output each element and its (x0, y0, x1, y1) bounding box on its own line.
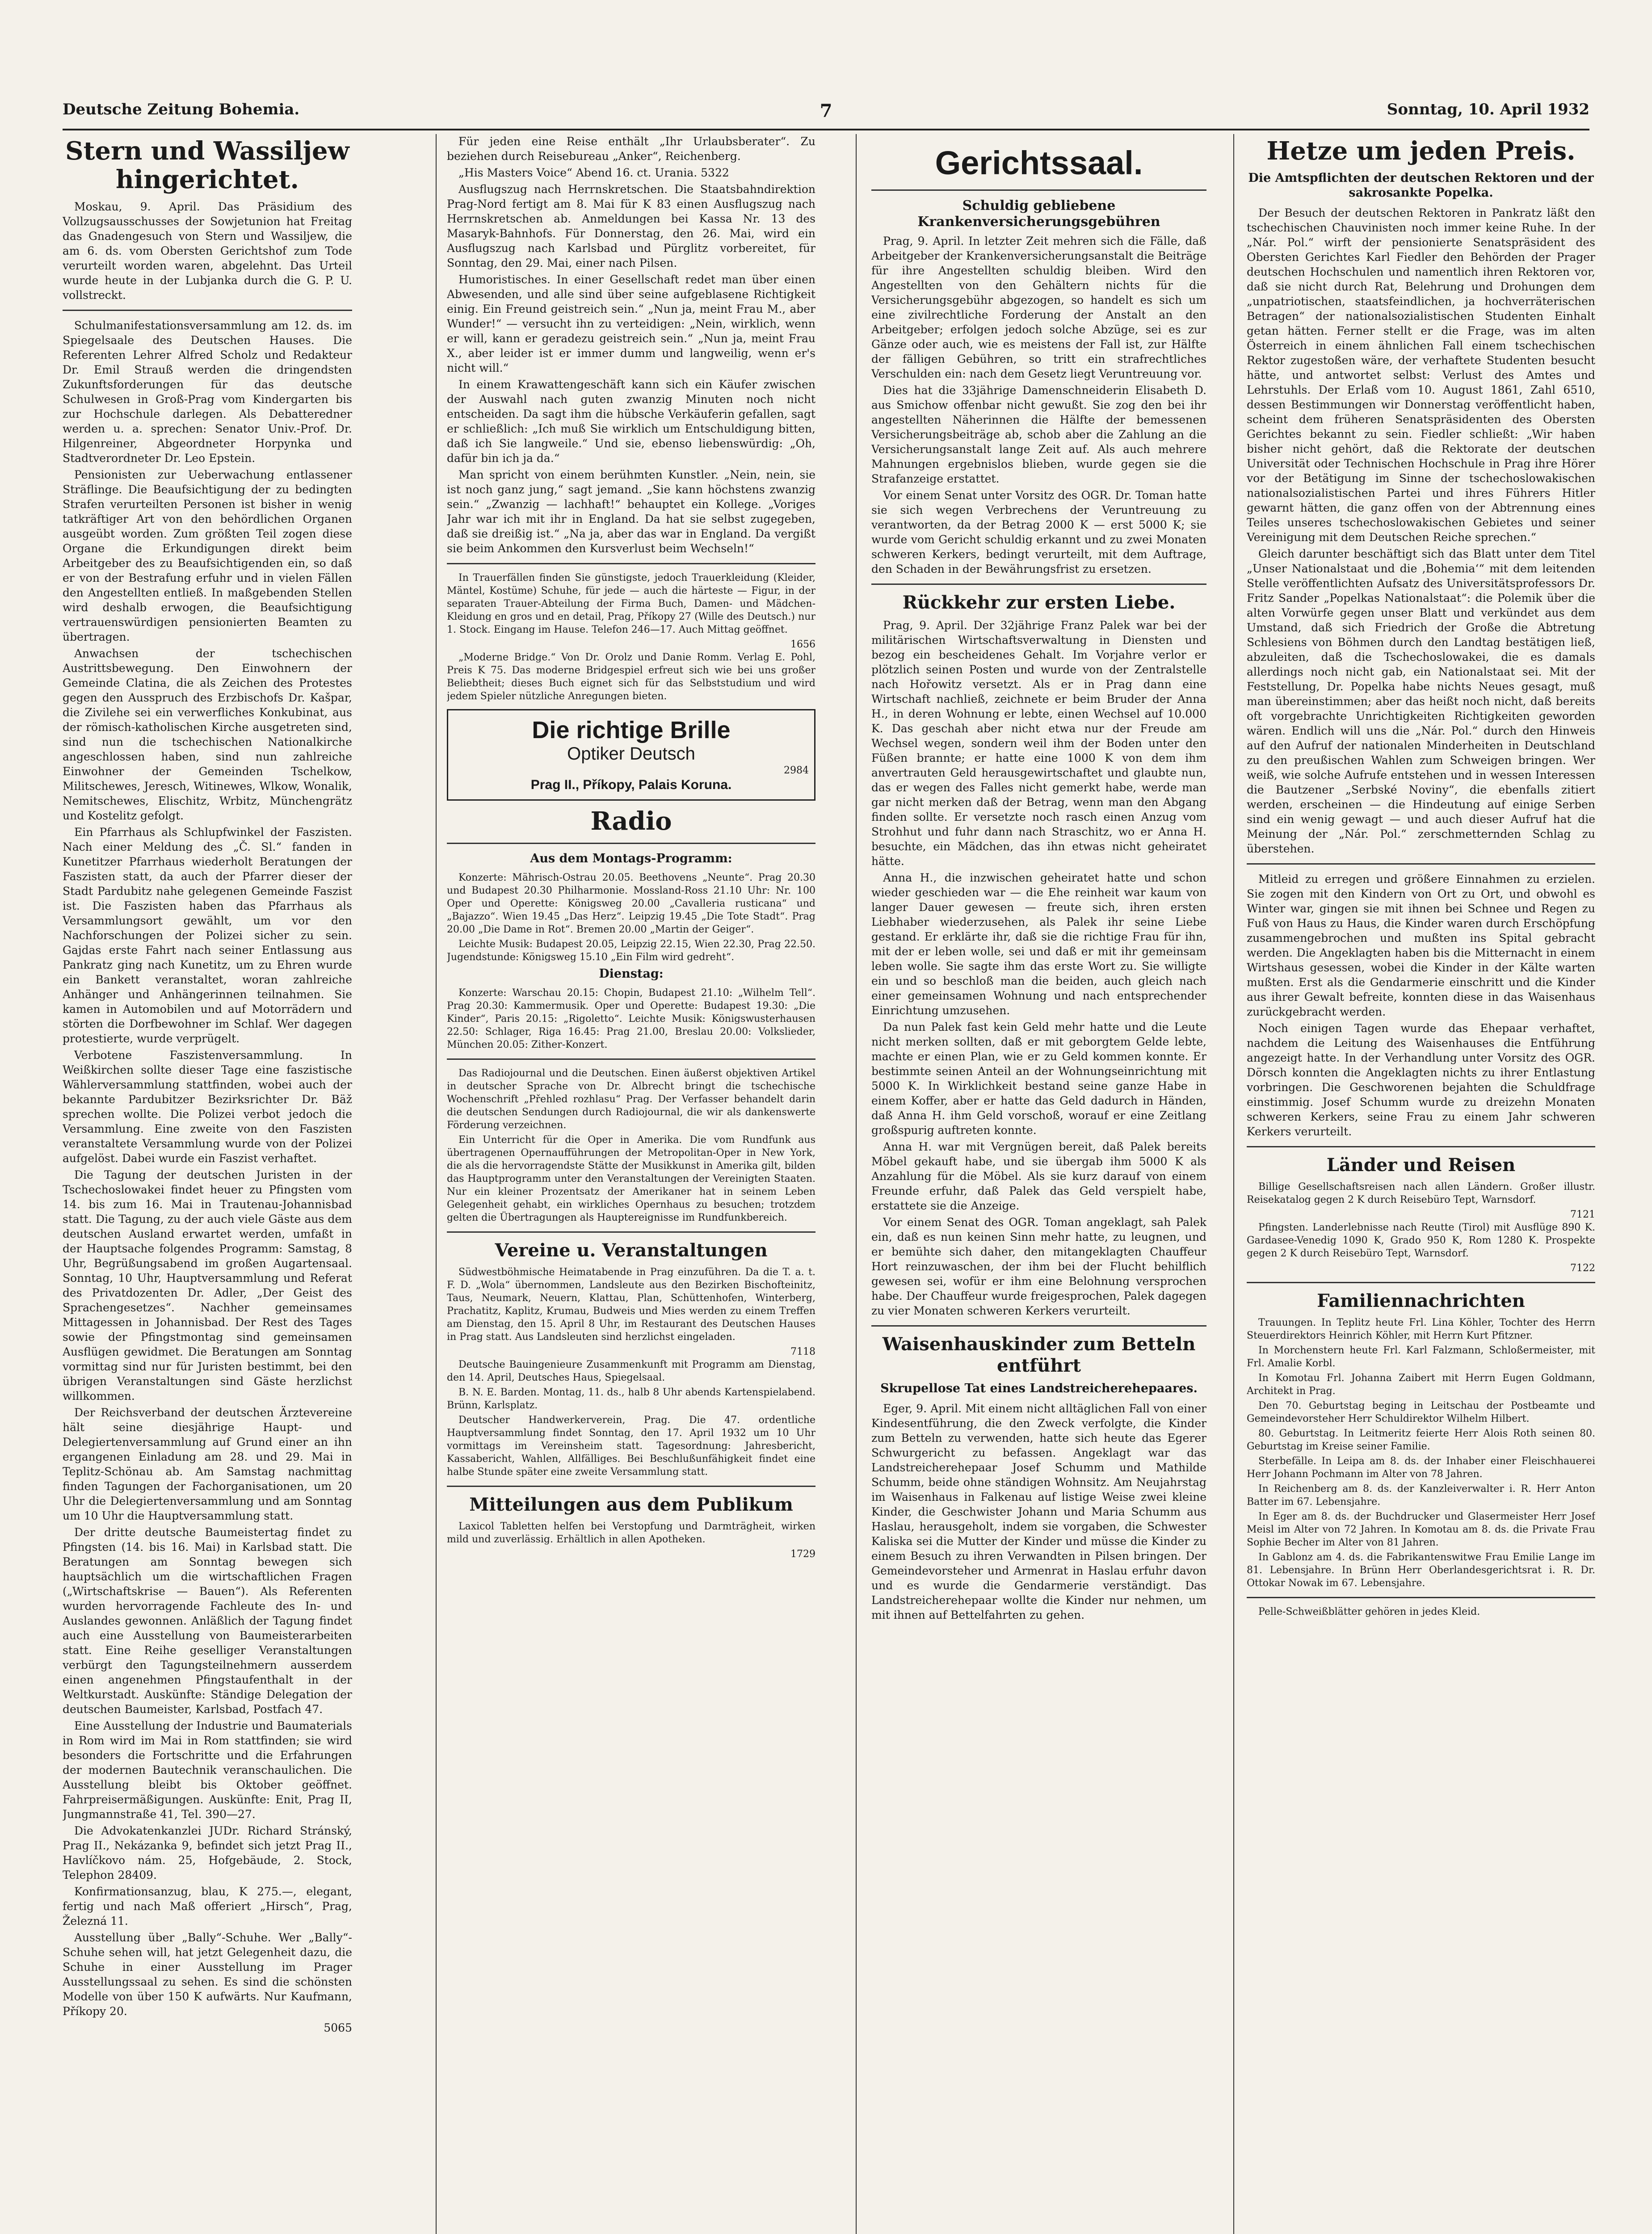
article-paragraph: Anna H. war mit Vergnügen bereit, daß Palek bereits Möbel gekauft habe, und sie übergab ihm 5000 K als Anzahlung für die Möbel. Als sie kurz darauf von einem Freunde erfuhr, daß Palek das Geld verspielt habe, erstattete sie die Anzeige. (871, 1140, 1206, 1212)
article-paragraph: Deutscher Handwerkerverein, Prag. Die 47. ordentliche Hauptversammlung findet Sonntag, den 17. April 1932 um 10 Uhr vormittags im Vereinsheim statt. Tagesordnung: Jahresbericht, Kassabericht, Wahlen, Allfälliges. Bei Beschlußunfähigkeit findet eine halbe Stunde später eine zweite Versammlung statt. (447, 1415, 815, 1478)
header-rule (63, 129, 1589, 130)
divider (447, 563, 815, 564)
article-paragraph: Der dritte deutsche Baumeistertag findet zu Pfingsten (14. bis 16. Mai) in Karlsbad statt. Die Beratungen am Sonntag bewegen sich hauptsächlich um die wirtschaftlichen Fragen („Wirtschaftskrise — Bauen“). Als Referenten wurden hervorragende Fachleute des In- und Auslandes gewonnen. Anläßlich der Tagung findet auch eine Ausstellung von Baumeisterarbeiten statt. Eine Reihe geselliger Veranstaltungen verbürgt den Tagungsteilnehmern ausserdem einen angenehmen Pfingstaufenthalt in der Weltkurstadt. Auskünfte: Ständige Delegation der deutschen Baumeister, Karlsbad, Postfach 47. (63, 1526, 352, 1716)
divider (1247, 1146, 1595, 1147)
divider (871, 584, 1206, 585)
article-paragraph: Trauungen. In Teplitz heute Frl. Lina Köhler, Tochter des Herrn Steuerdirektors Heinrich Köhler, mit Herrn Kurt Pfitzner. (1247, 1317, 1595, 1341)
article-paragraph: Anwachsen der tschechischen Austrittsbewegung. Den Einwohnern der Gemeinde Clatina, die als Zeichen des Protestes gegen den Ausspruch des Erzbischofs Dr. Kašpar, die Zivilehe sei ein verwerfliches Konkubinat, aus der römisch-katholischen Kirche ausgetreten sind, sind nun die tschechischen Nationalkirche angeschlossen haben, sind nun zahlreiche Einwohner der Gemeinden Tschelkow, Militschewes, Jeresch, Witinewes, Wlkow, Wonalik, Nemitschewes, Elischitz, Wrbitz, Münchengrätz und Kostelitz gefolgt. (63, 647, 352, 822)
article-paragraph: In Reichenberg am 8. ds. der Kanzleiverwalter i. R. Herr Anton Batter im 67. Lebensjahre. (1247, 1483, 1595, 1508)
column-1 (63, 134, 352, 2234)
article-paragraph: Schulmanifestationsversammlung am 12. ds. im Spiegelsaale des Deutschen Hauses. Die Referenten Lehrer Alfred Scholz und Redakteur Dr. Emil Strauß werden die dringendsten Zukunftsforderungen für das deutsche Schulwesen in Groß-Prag vom Kindergarten bis zur Hochschule darlegen. Als Debatteredner werden u. a. sprechen: Senator Univ.-Prof. Dr. Hilgenreiner, Abgeordneter Horpynka und Stadtverordneter Dr. Leo Epstein. (63, 319, 352, 465)
article-paragraph: Dies hat die 33jährige Damenschneiderin Elisabeth D. aus Smichow offenbar nicht gewußt. Sie zog den bei ihr angestellten Näherinnen die Hälfte der bemessenen Versicherungsbeiträge ab, schob aber die Zahlung an die Versicherungsanstalt lange Zeit auf. Als auch mehrere Mahnungen ergebnislos blieben, wurde gegen sie die Strafanzeige erstattet. (871, 384, 1206, 485)
column-4 (1247, 134, 1595, 2234)
radio-subtitle: Aus dem Montags-Programm: (530, 852, 732, 865)
article-paragraph: 80. Geburtstag. In Leitmeritz feierte Herr Alois Roth seinen 80. Geburtstag im Kreise seiner Familie. (1247, 1428, 1595, 1452)
article-subtitle: Skrupellose Tat eines Landstreicherehepaares. (880, 1382, 1198, 1395)
column-divider (1233, 134, 1234, 2234)
article-paragraph: Pfingsten. Landerlebnisse nach Reutte (Tirol) mit Ausflüge 890 K. Gardasee-Venedig 1090 K, Grado 950 K, Rom 1280 K. Prospekte gegen 2 K durch Reisebüro Tept, Warnsdorf. (1247, 1222, 1595, 1259)
column-divider (856, 134, 857, 2234)
ad-number: 7121 (1570, 1209, 1595, 1220)
section-title-laender: Länder und Reisen (1326, 1155, 1516, 1176)
article-paragraph: Eger, 9. April. Mit einem nicht alltäglichen Fall von einer Kindesentführung, die den Zweck verfolgte, die Kinder zum Betteln zu verwenden, hatte sich heute das Egerer Schwurgericht zu befassen. Angeklagt war das Landstreicherehepaar Josef Schumm und Mathilde Schumm, beide ohne ständigen Wohnsitz. Am Neujahrstag im Waisenhaus in Falkenau auf listige Weise zwei kleine Kinder, die Geschwister Johann und Maria Schumm aus Haslau, herausgeholt, indem sie vorgaben, die Schwester Kaliska sei die Mutter der Kinder und müsse die Kinder zu einem Besuch zu ihren Verwandten in Pilsen bringen. Der Gemeindevorsteher und Armenrat in Haslau erfuhr davon und es wurde die Gendarmerie verständigt. Das Landstreicherehepaar wollte die Kinder nur nehmen, um mit ihnen auf Bettelfahrten zu gehen. (871, 1402, 1206, 1621)
divider (1247, 1282, 1595, 1283)
article-paragraph: Für jeden eine Reise enthält „Ihr Urlaubsberater“. Zu beziehen durch Reisebureau „Anker“, Reichenberg. (447, 135, 815, 163)
headline-hetze: Hetze um jeden Preis. (1266, 136, 1576, 166)
article-paragraph: Ein Unterricht für die Oper in Amerika. Die vom Rundfunk aus übertragenen Opernaufführungen der Metropolitan-Oper in New York, die als die hervorragendste Stätte der Musikkunst in Amerika gilt, bilden das Hauptprogramm unter den Veranstaltungen der Vereinigten Staaten. Nur ein kleiner Prozentsatz der Amerikaner hat in seinem Leben Gelegenheit gehabt, ein wirkliches Opernhaus zu besuchen; trotzdem gelten die Übertragungen als Hauptereignisse im Rundfunkbereich. (447, 1134, 815, 1223)
article-paragraph: Pensionisten zur Ueberwachung entlassener Sträflinge. Die Beaufsichtigung der zu bedingten Strafen verurteilten Personen ist bisher in wenig tatkräftiger Art von den behördlichen Organen ausgeübt worden. Zum größten Teil zogen diese Organe die Erkundigungen direkt beim Arbeitgeber des zu Beaufsichtigenden ein, so daß er von der Bestrafung erfuhr und in vielen Fällen den Angestellten entließ. In maßgebenden Stellen wird deshalb erwogen, die Beaufsichtigung vertrauenswürdigen pensionierten Beamten zu übertragen. (63, 468, 352, 643)
article-paragraph: Deutsche Bauingenieure Zusammenkunft mit Programm am Dienstag, den 14. April, Deutsches Haus, Spiegelsaal. (447, 1359, 815, 1383)
article-paragraph: Prag, 9. April. In letzter Zeit mehren sich die Fälle, daß Arbeitgeber der Krankenversicherungsanstalt die Beiträge für ihre Angestellten schuldig bleiben. Wird den Angestellten von den Gehältern nichts für die Versicherungsgebühr abgezogen, so handelt es sich um eine zivilrechtliche Forderung der Anstalt an den Arbeitgeber; erfolgen jedoch solche Abzüge, sei es zur Gänze oder auch, wie es meistens der Fall ist, zur Hälfte der fälligen Gebühren, so tritt ein strafrechtliches Verschulden ein: nach dem Gesetz liegt Veruntreuung vor. (871, 235, 1206, 380)
article-paragraph: Noch einigen Tagen wurde das Ehepaar verhaftet, nachdem die Leitung des Waisenhauses die Entführung angezeigt hatte. In der Verhandlung unter Vorsitz des OGR. Dörsch konnten die Angeklagten nichts zu ihrer Entlastung vorbringen. Die Geschworenen bejahten die Schuldfrage einstimmig. Josef Schumm wurde zu dreizehn Monaten schweren Kerkers, seine Frau zu einem Jahr schweren Kerkers verurteilt. (1247, 1022, 1595, 1138)
divider (871, 1325, 1206, 1327)
article-paragraph: Prag, 9. April. Der 32jährige Franz Palek war bei der militärischen Wirtschaftsverwaltung in Diensten und bezog ein bescheidenes Gehalt. Im Vorjahre verlor er plötzlich seinen Posten und wurde von der Zentralstelle nach Hořowitz versetzt. Als er in Prag dann eine Wirtschaft nachließ, zeichnete er beim Bruder der Anna H., in deren Wohnung er lebte, einen Wechsel auf 10.000 K. Das geschah aber nicht etwa nur der Freude am Wechsel wegen, sondern weil ihm der Boden unter den Füßen brannte; er hatte eine 1000 K von dem ihm anvertrauten Geld herausgewirtschaftet und glaubte nun, das er wegen des Falles nicht gemerkt habe, werde man gar nicht merken daß der Betrag, wenn man den Abgang finden sollte. Er versetzte noch rasch einen Anzug vom Strohhut und fuhr dann nach Straschitz, wo er Anna H. besuchte, ein Mädchen, das ihn etwas nicht geheiratet hätte. (871, 619, 1206, 868)
divider (871, 189, 1206, 191)
article-paragraph: Südwestböhmische Heimatabende in Prag einzuführen. Da die T. a. t. F. D. „Wola“ übernommen, Landsleute aus den Bezirken Bischofteinitz, Taus, Neumark, Neuern, Klattau, Plan, Schüttenhofen, Winterberg, Prachatitz, Kaplitz, Krumau, Budweis und Mies werden zu einem Treffen am Dienstag, den 15. April 8 Uhr, im Restaurant des Deutschen Hauses in Prag statt. Aus Landsleuten sind herzlichst eingeladen. (447, 1267, 815, 1343)
ad-address: Prag II., Příkopy, Palais Koruna. (530, 777, 732, 792)
headline-rueckkehr: Rückkehr zur ersten Liebe. (902, 592, 1176, 613)
article-paragraph: In Eger am 8. ds. der Buchdrucker und Glasermeister Herr Josef Meisl im Alter von 72 Jahren. In Komotau am 8. ds. die Private Frau Sophie Becher im Alter von 81 Jahren. (1247, 1511, 1595, 1548)
article-paragraph: Man spricht von einem berühmten Kunstler. „Nein, nein, sie ist noch ganz jung,“ sagt jemand. „Sie kann höchstens zwanzig sein.“ „Zwanzig — lachhaft!“ behauptet ein Kollege. „Voriges Jahr war ich mit ihr in England. Da hat sie selbst zugegeben, daß sie dreißig ist.“ „Na ja, aber das war in England. Da vergißt sie beim Ankommen den Kursverlust beim Wechseln!“ (447, 468, 815, 555)
article-paragraph: Anna H., die inzwischen geheiratet hatte und schon wieder geschieden war — die Ehe reinheit war kaum von langer Dauer gewesen — freute sich, ihren ersten Liebhaber wiederzusehen, als Palek ihr seine Liebe gestand. Er erklärte ihr, daß sie die richtige Frau für ihn, mit der er leben wolle, sei und daß er mit ihr gemeinsam leben wolle. Sie sagte ihm das erste Wort zu. Sie willigte ein und so beschloß man die beiden, auch gleich nach einer gemeinsamen Wohnung und nach entsprechender Einrichtung umzusehen. (871, 871, 1206, 1017)
article-paragraph: Konzerte: Warschau 20.15: Chopin, Budapest 21.10: „Wilhelm Tell“. Prag 20.30: Kammermusik. Oper und Operette: Budapest 19.30: „Die Kinder“, Paris 20.15: „Rigoletto“. Leichte Musik: Königswusterhausen 22.50: Schlager, Riga 16.45: Prag 21.00, Breslau 20.00: Volkslieder, München 20.05: Zither-Konzert. (447, 987, 815, 1050)
article-paragraph: In Gablonz am 4. ds. die Fabrikantenswitwe Frau Emilie Lange im 81. Lebensjahre. In Brünn Herr Oberlandesgerichtsrat i. R. Dr. Ottokar Nowak im 67. Lebensjahre. (1247, 1552, 1595, 1589)
optician-ad (447, 709, 815, 801)
article-paragraph: Verbotene Faszistenversammlung. In Weißkirchen sollte dieser Tage eine faszistische Wählerversammlung stattfinden, wobei auch der bekannte Pardubitzer Bezirksrichter Dr. Bäž sprechen wollte. Die Polizei verbot jedoch die Versammlung. Eine zweite von den Faszisten veranstaltete Versammlung wurde von der Polizei aufgelöst. Dabei wurde ein Faszist verhaftet. (63, 1049, 352, 1165)
article-paragraph: Die Tagung der deutschen Juristen in der Tschechoslowakei findet heuer zu Pfingsten vom 14. bis zum 16. Mai in Trautenau-Johannisbad statt. Die Tagung, zu der auch viele Gäste aus dem deutschen Ausland erwartet werden, umfaßt in der Hauptsache folgendes Programm: Samstag, 8 Uhr, Begrüßungsabend im großen Augartensaal. Sonntag, 10 Uhr, Hauptversammlung und Referat des Privatdozenten Dr. Adler, „Der Geist des Sprachengesetzes“. Nachher gemeinsames Mittagessen in Johannisbad. Der Rest des Tages sowie der Pfingstmontag sind gemeinsamen Ausflügen gewidmet. Die Beratungen am Sonntag vormittag sind nur für Juristen bestimmt, bei den übrigen Veranstaltungen sind Gäste herzlichst willkommen. (63, 1168, 352, 1403)
article-paragraph: Leichte Musik: Budapest 20.05, Leipzig 22.15, Wien 22.30, Prag 22.50. Jugendstunde: Königsweg 15.10 „Ein Film wird gedreht“. (447, 939, 815, 963)
article-paragraph: Den 70. Geburtstag beging in Leitschau der Postbeamte und Gemeindevorsteher Herr Schuldirektor Wilhelm Hilbert. (1247, 1400, 1595, 1424)
article-paragraph: B. N. E. Barden. Montag, 11. ds., halb 8 Uhr abends Kartenspielabend. Brünn, Karlsplatz. (447, 1387, 815, 1411)
article-paragraph: Die Advokatenkanzlei JUDr. Richard Stránský, Prag II., Nekázanka 9, befindet sich jetzt Prag II., Havlíčkovo nám. 25, Hofgebäude, 2. Stock, Telephon 28409. (63, 1824, 352, 1881)
article-paragraph: Da nun Palek fast kein Geld mehr hatte und die Leute nicht merken sollten, daß er mit geborgtem Gelde lebte, machte er einen Plan, wie er zu Geld kommen konnte. Er bestimmte seinen Anteil an der Wohnungseinrichtung mit 5000 K. In Wirklichkeit bestand seine ganze Habe in einem Koffer, aber er hatte das Geld dadurch in Händen, daß Anna H. ihm Geld vorschoß, worauf er eine Zeitlang großspurig auftreten konnte. (871, 1020, 1206, 1137)
article-paragraph: Der Besuch der deutschen Rektoren in Pankratz läßt den tschechischen Chauvinisten noch immer keine Ruhe. In der „Nár. Pol.“ wirft der pensionierte Senatspräsident des Obersten Gerichtes Karl Fiedler den Behörden der Prager deutschen Hochschulen und namentlich ihren Rektoren vor, daß sie nicht durch Rat, Belehrung und Drohungen dem „unpatriotischen, staatsfeindlichen, ja hochverräterischen Betragen“ der nationalsozialistischen Studenten Einhalt getan hätten. Ferner stellt er die Frage, was im alten Österreich in einem ähnlichen Fall einem tschechischen Rektor zugestoßen wäre, der verhaftete Studenten besucht hätte, und antwortet selbst: Verlust des Amtes und Lehrstuhls. Der Erlaß vom 10. August 1861, Zahl 6510, dessen Bestimmungen wir Donnerstag veröffentlicht haben, scheint dem früheren Senatspräsidenten des Obersten Gerichtes bekannt zu sein. Fiedler schließt: „Wir haben bisher nicht gehört, daß die Rektorate der deutschen Universität oder Technischen Hochschule in Prag ihre Hörer vor der Betätigung im Sinne der tschechoslowakischen nationalsozialistischen Partei und ihres Führers Hitler gewarnt hätten, die ganz offen von der Abtrennung eines Teiles unseres tschechoslowakischen Gebietes und seiner Vereinigung mit dem Deutschen Reiche sprechen.“ (1247, 206, 1595, 544)
article-paragraph: Laxicol Tabletten helfen bei Verstopfung und Darmträgheit, wirken mild und zuverlässig. Erhältlich in allen Apotheken. (447, 1521, 815, 1545)
ad-number: 7118 (790, 1346, 815, 1357)
article-paragraph: Moskau, 9. April. Das Präsidium des Vollzugsausschusses der Sowjetunion hat Freitag das Gnadengesuch von Stern und Wassiljew, die am 6. ds. vom Obersten Gerichtshof zum Tode verurteilt worden waren, abgelehnt. Das Urteil wurde heute in der Lubjanka durch die G. P. U. vollstreckt. (63, 200, 352, 302)
headline-stern-wassiljew: Stern und Wassiljew hingerichtet. (65, 136, 349, 194)
divider (447, 1231, 815, 1233)
divider (63, 310, 352, 311)
divider (1247, 863, 1595, 865)
article-paragraph: Der Reichsverband der deutschen Ärztevereine hält seine diesjährige Haupt- und Delegiertenversammlung auf Grund einer an ihn ergangenen Einladung am 28. und 29. Mai in Teplitz-Schönau ab. Am Samstag nachmittag finden Tagungen der Fachorganisationen, um 20 Uhr die Delegiertenversammlung und am Sonntag um 10 Uhr die Hauptversammlung statt. (63, 1406, 352, 1522)
article-paragraph: Eine Ausstellung der Industrie und Baumaterials in Rom wird im Mai in Rom stattfinden; sie wird besonders die Fortschritte und die Erfahrungen der modernen Bautechnik veranschaulichen. Die Ausstellung bleibt bis Oktober geöffnet. Fahrpreisermäßigungen. Auskünfte: Enit, Prag II, Jungmannstraße 41, Tel. 390—27. (63, 1719, 352, 1821)
section-title-mitteilungen: Mitteilungen aus dem Publikum (469, 1494, 793, 1515)
ad-subtitle: Optiker Deutsch (567, 744, 695, 764)
radio-subtitle: Dienstag: (599, 967, 664, 981)
column-3 (871, 134, 1206, 2234)
article-paragraph: Konfirmationsanzug, blau, K 275.—, elegant, fertig und nach Maß offeriert „Hirsch“, Prag, Železná 11. (63, 1885, 352, 1927)
divider (447, 1486, 815, 1487)
section-title-familien: Familiennachrichten (1317, 1290, 1525, 1311)
ad-number: 1729 (790, 1549, 815, 1560)
article-paragraph: Humoristisches. In einer Gesellschaft redet man über einen Abwesenden, und alle sind über seine aufgeblasene Richtigkeit einig. Ein Freund geistreich sein.“ „Nun ja, meint Frau M., aber Wunder!“ — versucht ihn zu verteidigen: „Nein, wirklich, wenn er will, kann er geradezu geistreich sein.“ „Nun ja, meint Frau X., aber leider ist er immer dumm und langweilig, wenn er's nicht will.“ (447, 273, 815, 374)
article-paragraph: Vor einem Senat unter Vorsitz des OGR. Dr. Toman hatte sie sich wegen Verbrechens der Veruntreuung zu verantworten, da der Betrag 2000 K — erst 5000 K; sie wurde vom Gericht schuldig erkannt und zu zwei Monaten schweren Kerkers, bedingt verurteilt, mit dem Auftrage, den Schaden in der Bewährungsfrist zu ersetzen. (871, 489, 1206, 575)
article-paragraph: „Moderne Bridge.“ Von Dr. Orolz und Danie Romm. Verlag E. Pohl, Preis K 75. Das moderne Bridgespiel erfreut sich wie bei uns großer Beliebtheit; dieses Buch eignet sich für das Selbststudium und wird jedem Spieler nützliche Anregungen bieten. (447, 652, 815, 702)
divider (447, 843, 815, 844)
headline-krankenversicherung: Schuldig gebliebene Krankenversicherungsgebühren (917, 198, 1160, 230)
ad-title: Die richtige Brille (532, 717, 731, 743)
column-divider (436, 134, 437, 2234)
article-paragraph: In einem Krawattengeschäft kann sich ein Käufer zwischen der Auswahl nach guten zwanzig Minuten noch nicht entscheiden. Da sagt ihm die hübsche Verkäuferin gefallen, sagt er schließlich: „Ich muß Sie wirklich um Entschuldigung bitten, daß ich Sie langweile.“ Und sie, ebenso liebenswürdig: „Oh, dafür bin ich ja da.“ (447, 378, 815, 465)
section-title-radio: Radio (590, 806, 672, 836)
article-paragraph: In Morchenstern heute Frl. Karl Falzmann, Schloßermeister, mit Frl. Amalie Korbl. (1247, 1345, 1595, 1369)
ad-number: 7122 (1570, 1263, 1595, 1274)
article-paragraph: In Komotau Frl. Johanna Zaibert mit Herrn Eugen Goldmann, Architekt in Prag. (1247, 1373, 1595, 1397)
article-paragraph: Pelle-Schweißblätter gehören in jedes Kleid. (1258, 1606, 1480, 1617)
running-header (63, 101, 1589, 127)
article-paragraph: Vor einem Senat des OGR. Toman angeklagt, sah Palek ein, daß es nun keinen Sinn mehr hatte, zu leugnen, und er bemühte sich daher, den mitangeklagten Chauffeur Hort reinzuwaschen, der ihm bei der Flucht behilflich gewesen sei, wofür er ihm eine Belohnung versprochen habe. Der Chauffeur wurde freigesprochen, Palek dagegen zu vier Monaten schweren Kerkers verurteilt. (871, 1216, 1206, 1317)
article-paragraph: Ein Pfarrhaus als Schlupfwinkel der Faszisten. Nach einer Meldung des „Č. Sl.“ fanden in Kunetitzer Pfarrhaus wiederholt Beratungen der Faszisten statt, da auch der Pfarrer dieser der Stadt Pardubitz nahe gelegenen Gemeinde Faszist ist. Die Faszisten haben das Pfarrhaus als Versammlungsort gewählt, um vor den Nachforschungen der Polizei sicher zu sein. Gajdas erste Fahrt nach seiner Entlassung aus Pankratz ging nach Kunetitz, um zu Ehren wurde ein Bankett veranstaltet, woran zahlreiche Anhänger und Anhängerinnen teilnahmen. Sie kamen in Automobilen und auf Motorrädern und störten die Dorfbewohner im Schlaf. Wer dagegen protestierte, wurde verprügelt. (63, 826, 352, 1045)
article-paragraph: Billige Gesellschaftsreisen nach allen Ländern. Großer illustr. Reisekatalog gegen 2 K durch Reisebüro Tept, Warnsdorf. (1247, 1181, 1595, 1205)
ad-number: 1656 (790, 639, 815, 650)
article-paragraph: Das Radiojournal und die Deutschen. Einen äußerst objektiven Artikel in deutscher Sprache von Dr. Albrecht bringt die tschechische Wochenschrift „Přehled rozhlasu“ Prag. Der Verfasser behandelt darin die deutschen Sendungen durch Radiojournal, die wir als dankenswerte Förderung verzeichnen. (447, 1068, 815, 1131)
section-title-gerichtssaal: Gerichtssaal. (935, 144, 1143, 181)
divider (1247, 1597, 1595, 1598)
article-paragraph: In Trauerfällen finden Sie günstigste, jedoch Trauerkleidung (Kleider, Mäntel, Kostüme) Schuhe, für jede — auch die härteste — Figur, in der separaten Trauer-Abteilung der Firma Buch, Damen- und Mädchen-Kleidung en gros und en detail, Prag, Příkopy 27 (Wille des Deutsch.) nur 1. Stock. Eingang im Hause. Telefon 246—17. Auch Mittag geöffnet. (447, 572, 815, 635)
ad-number: 5065 (324, 2021, 352, 2034)
article-paragraph: Sterbefälle. In Leipa am 8. ds. der Inhaber einer Fleischhauerei Herr Johann Pochmann im Alter von 78 Jahren. (1247, 1456, 1595, 1480)
article-paragraph: Ausflugszug nach Herrnskretschen. Die Staatsbahndirektion Prag-Nord fertigt am 8. Mai für K 83 einen Ausflugszug nach Herrnskretschen ab. Anmeldungen bei Kassa Nr. 13 des Masaryk-Bahnhofs. Für Donnerstag, den 26. Mai, wird ein Ausflugszug nach Karlsbad und Pürglitz vorbereitet, für Sonntag, den 29. Mai, einer nach Pilsen. (447, 183, 815, 269)
article-paragraph: Gleich darunter beschäftigt sich das Blatt unter dem Titel „Unser Nationalstaat und die ‚Bohemia‘“ mit dem leitenden Stelle veröffentlichten Aufsatz des Universitätsprofessors Dr. Fritz Sander „Popelkas Nationalstaat“: die Polemik über die alten Vorwürfe gegen unser Blatt und verkündet aus dem Umstand, daß sich Friedrich der Große die Abtretung Schlesiens von Böhmen durch den Landtag bestätigen ließ, abzuleiten, daß die Tschechoslowakei, die es damals allerdings noch nicht gab, ein Nationalstaat sei. Mit der Feststellung, Dr. Popelka habe nichts Neues gesagt, muß man übereinstimmen; aber das heißt noch nicht, daß bereits oft vorgebrachte Unrichtigkeiten Richtigkeiten geworden wären. Endlich will uns die „Nár. Pol.“ durch den Hinweis auf den Aufruf der nationalen Minderheiten in Deutschland zu den preußischen Wahlen zum Schweigen bringen. Wer weiß, wie solche Aufrufe entstehen und in wessen Interessen die Bautzener „Serbské Noviny“, die ebenfalls zitiert werden, erscheinen — die Hindeutung auf einige Serben sind ein wenig gewagt — und auch dieser Aufruf hat die Meinung der „Nár. Pol.“ zerschmetternden Schlag zu überstehen. (1247, 547, 1595, 855)
page-number: 7 (820, 101, 832, 122)
article-paragraph: Konzerte: Mährisch-Ostrau 20.05. Beethovens „Neunte“. Prag 20.30 und Budapest 20.30 Philharmonie. Mossland-Ross 21.10 Uhr: Nr. 100 Oper und Operette: Königsweg 20.00 „Cavalleria rusticana“ und „Bajazzo“. Wien 19.45 „Das Herz“. Leipzig 19.45 „Die Tote Stadt“. Prag 20.00 „Die Dame in Rot“. Bremen 20.00 „Martin der Geiger“. (447, 872, 815, 935)
article-subtitle: Die Amtspflichten der deutschen Rektoren und der sakrosankte Popelka. (1248, 171, 1594, 200)
masthead-name: Deutsche Zeitung Bohemia. (63, 101, 300, 118)
issue-date: Sonntag, 10. April 1932 (1387, 101, 1589, 118)
column-2 (447, 134, 815, 2234)
article-paragraph: „His Masters Voice“ Abend 16. ct. Urania. 5322 (458, 166, 729, 179)
ad-number: 2984 (784, 765, 809, 776)
headline-waisenhauskinder: Waisenhauskinder zum Betteln entführt (882, 1334, 1196, 1376)
article-paragraph: Mitleid zu erregen und größere Einnahmen zu erzielen. Sie zogen mit den Kindern von Ort zu Ort, und obwohl es Winter war, gingen sie mit ihnen bei Schnee und Regen zu Fuß von Haus zu Haus, die Kinder waren durch Erschöpfung zusammengebrochen und mußten ins Spital gebracht werden. Die Angeklagten haben bis die Mitternacht in einem Wirtshaus gesessen, wobei die Kinder in der Kälte warten mußten. Erst als die Gendarmerie einschritt und die Kinder aus ihrer Gewalt befreite, konnten diese in das Waisenhaus zurückgebracht werden. (1247, 873, 1595, 1018)
divider (447, 1058, 815, 1060)
section-title-vereine: Vereine u. Veranstaltungen (495, 1240, 768, 1261)
article-paragraph: Ausstellung über „Bally“-Schuhe. Wer „Bally“-Schuhe sehen will, hat jetzt Gelegenheit dazu, die Schuhe in einer Ausstellung im Prager Ausstellungssaal zu sehen. Es sind die schönsten Modelle von über 150 K aufwärts. Nur Kaufmann, Příkopy 20. (63, 1931, 352, 2018)
